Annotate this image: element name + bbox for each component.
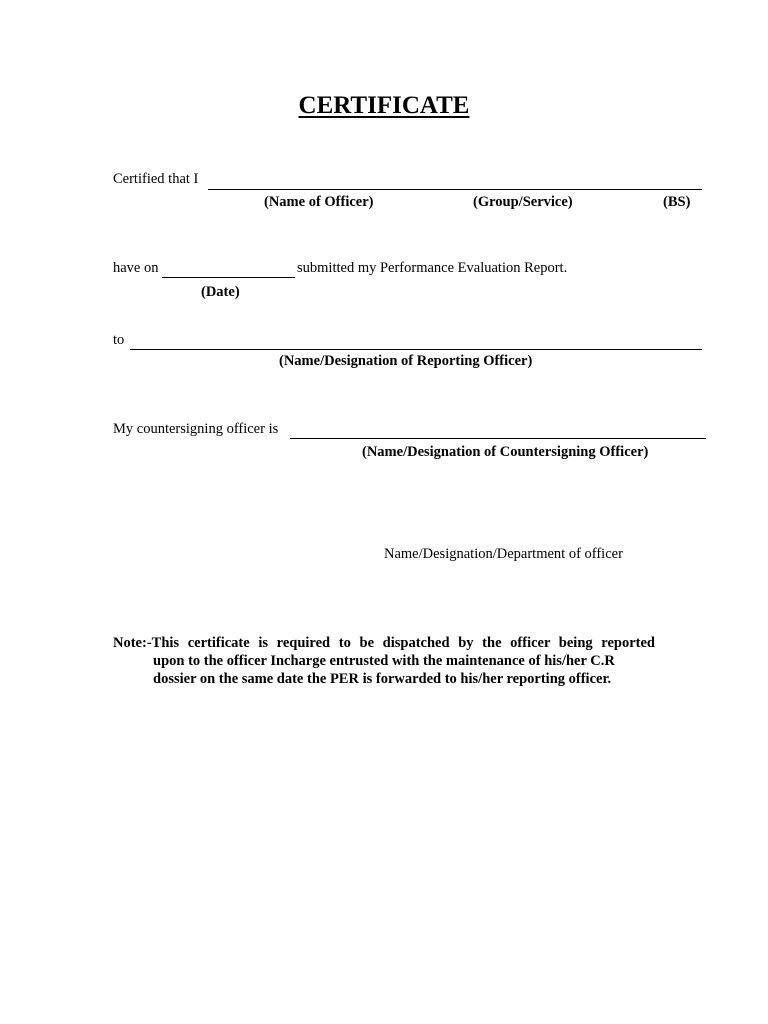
- to-text: to: [113, 332, 125, 348]
- name-of-officer-label: (Name of Officer): [264, 194, 374, 210]
- submitted-report-text: submitted my Performance Evaluation Report.: [297, 260, 568, 276]
- note-line-3: dossier on the same date the PER is forwarded to his/her reporting officer.: [153, 671, 612, 687]
- certificate-title: CERTIFICATE: [298, 92, 470, 119]
- group-service-label: (Group/Service): [473, 194, 573, 210]
- note-block: [113, 634, 655, 688]
- note-line-2: upon to the officer Incharge entrusted with the maintenance of his/her C.R: [153, 653, 615, 669]
- bs-label: (BS): [663, 194, 691, 210]
- date-label: (Date): [201, 284, 240, 300]
- date-blank-line[interactable]: [162, 277, 295, 278]
- certified-that-text: Certified that I: [113, 171, 199, 187]
- officer-details-blank-line[interactable]: [208, 189, 702, 190]
- have-on-text: have on: [113, 260, 159, 276]
- reporting-officer-label: (Name/Designation of Reporting Officer): [279, 353, 533, 369]
- note-line-1: Note:-This certificate is required to be dispatched by the officer being reported: [113, 635, 655, 651]
- countersigning-officer-blank-line[interactable]: [290, 438, 706, 439]
- signature-label: Name/Designation/Department of officer: [384, 546, 623, 562]
- countersigning-officer-label: (Name/Designation of Countersigning Officer): [362, 444, 649, 460]
- reporting-officer-blank-line[interactable]: [130, 349, 702, 350]
- countersigning-officer-text: My countersigning officer is: [113, 421, 279, 437]
